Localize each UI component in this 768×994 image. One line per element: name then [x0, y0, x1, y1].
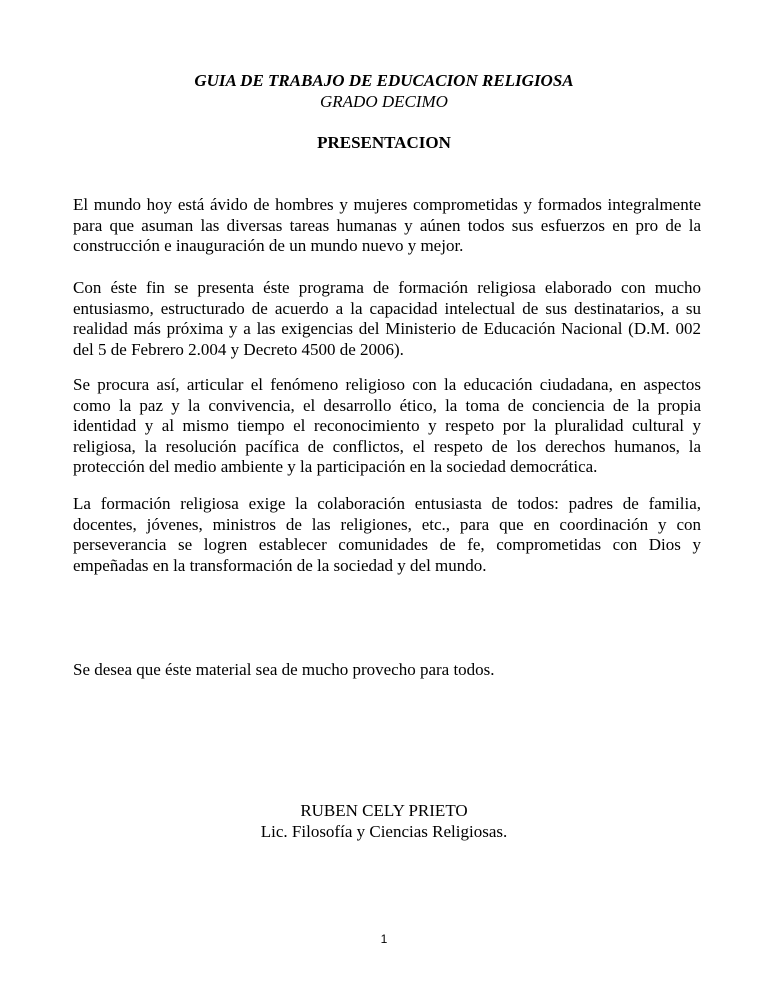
- signature-block: [0, 800, 768, 842]
- paragraph-1: El mundo hoy está ávido de hombres y mujeres comprometidas y formados integralmente para que asuman las diversas tareas humanas y aúnen todos sus esfuerzos en pro de la construcción e inauguración de un mundo nuevo y mejor.: [73, 195, 701, 255]
- document-header: [0, 70, 768, 112]
- page-number: 1: [380, 932, 388, 946]
- paragraph-3: Se procura así, articular el fenómeno religioso con la educación ciudadana, en aspectos como la paz y la convivencia, el desarrollo ético, la toma de conciencia de la propia identidad y al mismo tiempo el reconocimiento y respeto por la pluralidad cultural y religiosa, la resolución pacífica de conflictos, el respeto de los derechos humanos, la protección del medio ambiente y la participación en la sociedad democrática.: [73, 375, 701, 476]
- signature-name: RUBEN CELY PRIETO: [300, 801, 468, 820]
- document-title: GUIA DE TRABAJO DE EDUCACION RELIGIOSA: [194, 71, 574, 90]
- paragraph-4: La formación religiosa exige la colaboración entusiasta de todos: padres de familia, docentes, jóvenes, ministros de las religiones, etc., para que en coordinación y con perseverancia se logren establecer comunidades de fe, comprometidas con Dios y empeñadas en la transformación de la sociedad y del mundo.: [73, 494, 701, 575]
- document-subtitle: GRADO DECIMO: [320, 92, 448, 111]
- paragraph-5: Se desea que éste material sea de mucho provecho para todos.: [73, 660, 495, 679]
- paragraph-2: Con éste fin se presenta éste programa de formación religiosa elaborado con mucho entusiasmo, estructurado de acuerdo a la capacidad intelectual de sus destinatarios, a su realidad más próxima y a las exigencias del Ministerio de Educación Nacional (D.M. 002 del 5 de Febrero 2.004 y Decreto 4500 de 2006).: [73, 278, 701, 359]
- section-title: PRESENTACION: [317, 133, 451, 152]
- signature-credential: Lic. Filosofía y Ciencias Religiosas.: [260, 822, 508, 841]
